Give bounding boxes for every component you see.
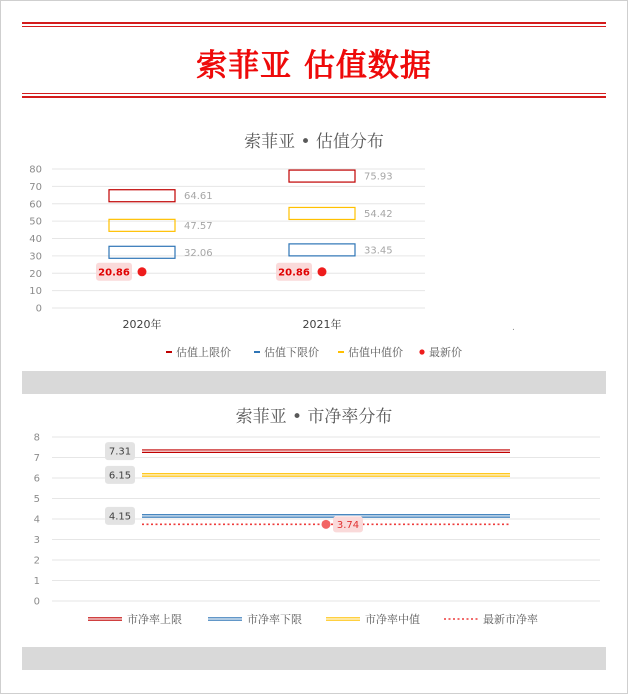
separator-band — [22, 647, 606, 670]
latest-price-point — [138, 267, 147, 276]
y-tick-label: 30 — [29, 251, 42, 263]
range-marker — [289, 170, 355, 182]
data-label: 64.61 — [184, 191, 213, 203]
separator-band — [22, 371, 606, 394]
range-marker — [109, 190, 175, 202]
data-label: 75.93 — [364, 171, 393, 183]
data-label: 20.86 — [278, 267, 310, 279]
y-tick-label: 50 — [29, 216, 42, 228]
y-tick-label: 0 — [35, 303, 42, 315]
pb-ratio-chart — [0, 396, 628, 646]
range-marker — [289, 207, 355, 219]
y-tick-label: 1 — [33, 576, 40, 587]
header-rule-bottom-thin — [22, 93, 606, 94]
y-tick-label: 80 — [29, 164, 42, 176]
y-tick-label: 0 — [33, 596, 40, 608]
y-tick-label: 4 — [33, 514, 40, 526]
data-label: 6.15 — [108, 470, 132, 482]
data-label: 47.57 — [184, 220, 213, 232]
y-tick-label: 3 — [33, 535, 40, 546]
legend — [166, 345, 462, 359]
y-tick-label: 8 — [33, 432, 40, 444]
data-label: 33.45 — [364, 245, 393, 257]
header-rule-bottom — [22, 96, 606, 98]
y-tick-label: 7 — [33, 453, 40, 464]
data-label: 3.74 — [336, 519, 360, 531]
range-marker — [109, 246, 175, 258]
legend-label: 市净率上限 — [127, 613, 182, 626]
x-category-label: 2021年 — [302, 318, 342, 331]
legend-label: 最新价 — [429, 346, 462, 359]
page-title: 索菲亚 估值数据 — [196, 48, 432, 84]
chart-title: 索菲亚 • 市净率分布 — [235, 407, 393, 427]
legend-label: 最新市净率 — [483, 613, 538, 626]
valuation-chart — [0, 110, 628, 370]
legend — [88, 612, 538, 626]
legend-label: 估值上限价 — [176, 346, 231, 359]
header-rule-top-thin — [22, 26, 606, 27]
chart-title: 索菲亚 • 估值分布 — [244, 132, 384, 152]
legend-label: 市净率中值 — [365, 613, 420, 626]
latest-pb-point — [322, 520, 331, 529]
y-tick-label: 5 — [33, 494, 40, 505]
stray-dot-mark: . — [512, 323, 515, 333]
y-tick-label: 40 — [29, 234, 42, 245]
y-tick-label: 70 — [29, 181, 42, 193]
range-marker — [289, 244, 355, 256]
y-tick-label: 2 — [33, 555, 40, 567]
data-label: 7.31 — [108, 446, 132, 458]
data-label: 4.15 — [108, 511, 132, 523]
latest-price-point — [318, 267, 327, 276]
y-tick-label: 6 — [33, 473, 40, 485]
y-tick-label: 20 — [29, 268, 42, 280]
legend-label: 估值下限价 — [264, 346, 319, 359]
data-label: 54.42 — [364, 208, 393, 220]
y-tick-label: 10 — [29, 286, 42, 298]
data-label: 32.06 — [184, 247, 213, 259]
x-category-label: 2020年 — [122, 318, 162, 331]
data-label: 20.86 — [98, 267, 130, 279]
legend-label: 估值中值价 — [348, 346, 403, 359]
header-rule-top — [22, 22, 606, 24]
y-tick-label: 60 — [29, 199, 42, 211]
legend-swatch — [419, 349, 424, 354]
legend-label: 市净率下限 — [247, 613, 302, 626]
